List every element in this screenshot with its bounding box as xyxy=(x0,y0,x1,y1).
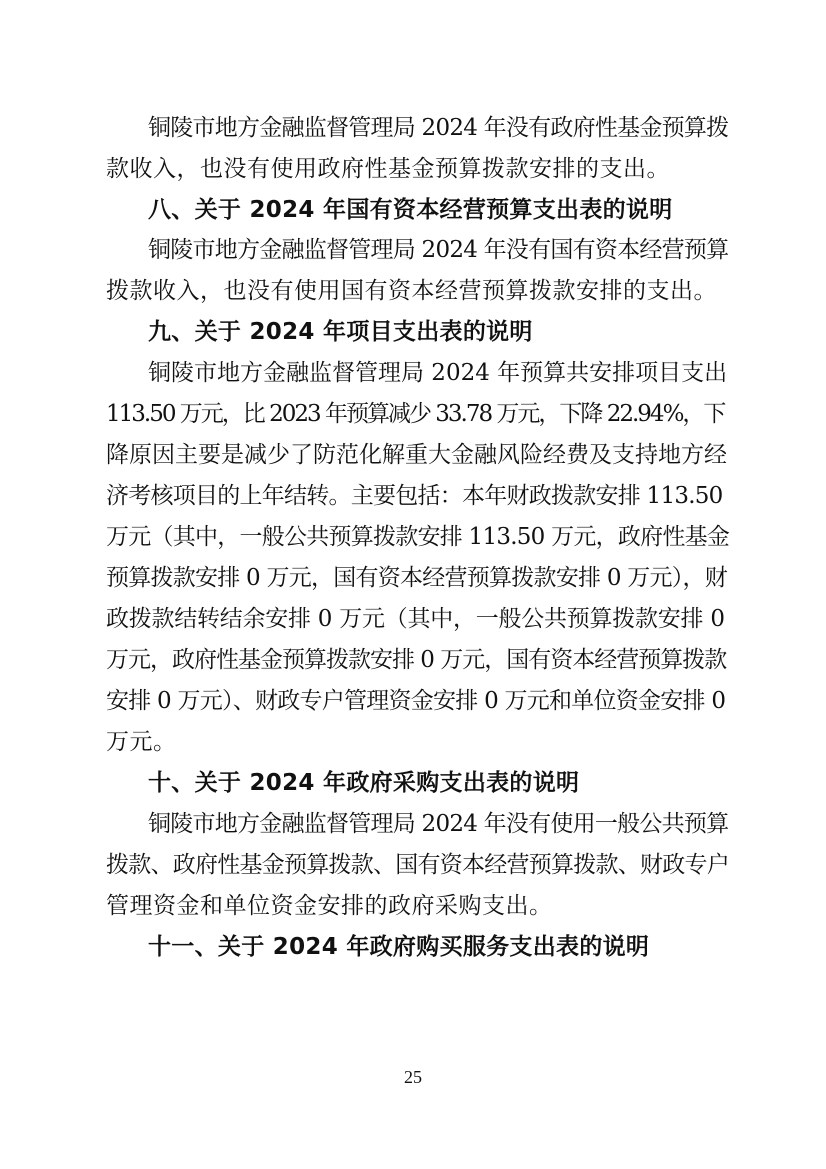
paragraph-line: 铜陵市地方金融监督管理局 2024 年没有政府性基金预算拨 xyxy=(148,115,729,141)
paragraph-line: 铜陵市地方金融监督管理局 2024 年没有使用一般公共预算 xyxy=(148,811,729,837)
section-heading: 十、关于 2024 年政府采购支出表的说明 xyxy=(148,770,580,796)
section-heading: 九、关于 2024 年项目支出表的说明 xyxy=(148,319,533,345)
paragraph-line: 万元，政府性基金预算拨款安排 0 万元，国有资本经营预算拨款 xyxy=(106,647,727,673)
paragraph-line: 铜陵市地方金融监督管理局 2024 年预算共安排项目支出 xyxy=(148,360,728,386)
page-number: 25 xyxy=(404,1067,422,1087)
paragraph-line: 预算拨款安排 0 万元，国有资本经营预算拨款安排 0 万元），财 xyxy=(106,565,728,591)
paragraph-line: 降原因主要是减少了防范化解重大金融风险经费及支持地方经 xyxy=(106,442,727,468)
paragraph-line: 万元（其中，一般公共预算拨款安排 113.50 万元，政府性基金 xyxy=(106,524,730,550)
paragraph-line: 济考核项目的上年结转。主要包括：本年财政拨款安排 113.50 xyxy=(106,483,723,509)
paragraph-line: 万元。 xyxy=(106,729,177,755)
paragraph-line: 113.50 万元，比 2023 年预算减少 33.78 万元，下降 22.94%，下 xyxy=(106,401,725,427)
paragraph-line: 管理资金和单位资金安排的政府采购支出。 xyxy=(106,893,553,919)
paragraph-line: 政拨款结转结余安排 0 万元（其中，一般公共预算拨款安排 0 xyxy=(106,606,725,632)
section-heading: 八、关于 2024 年国有资本经营预算支出表的说明 xyxy=(148,197,673,223)
paragraph-line: 款收入，也没有使用政府性基金预算拨款安排的支出。 xyxy=(106,156,670,182)
paragraph-line: 拨款、政府性基金预算拨款、国有资本经营预算拨款、财政专户 xyxy=(106,852,729,878)
paragraph-line: 安排 0 万元）、财政专户管理资金安排 0 万元和单位资金安排 0 xyxy=(106,688,726,714)
paragraph-line: 铜陵市地方金融监督管理局 2024 年没有国有资本经营预算 xyxy=(148,237,729,263)
paragraph-line: 拨款收入，也没有使用国有资本经营预算拨款安排的支出。 xyxy=(106,278,717,304)
section-heading: 十一、关于 2024 年政府购买服务支出表的说明 xyxy=(148,934,650,960)
